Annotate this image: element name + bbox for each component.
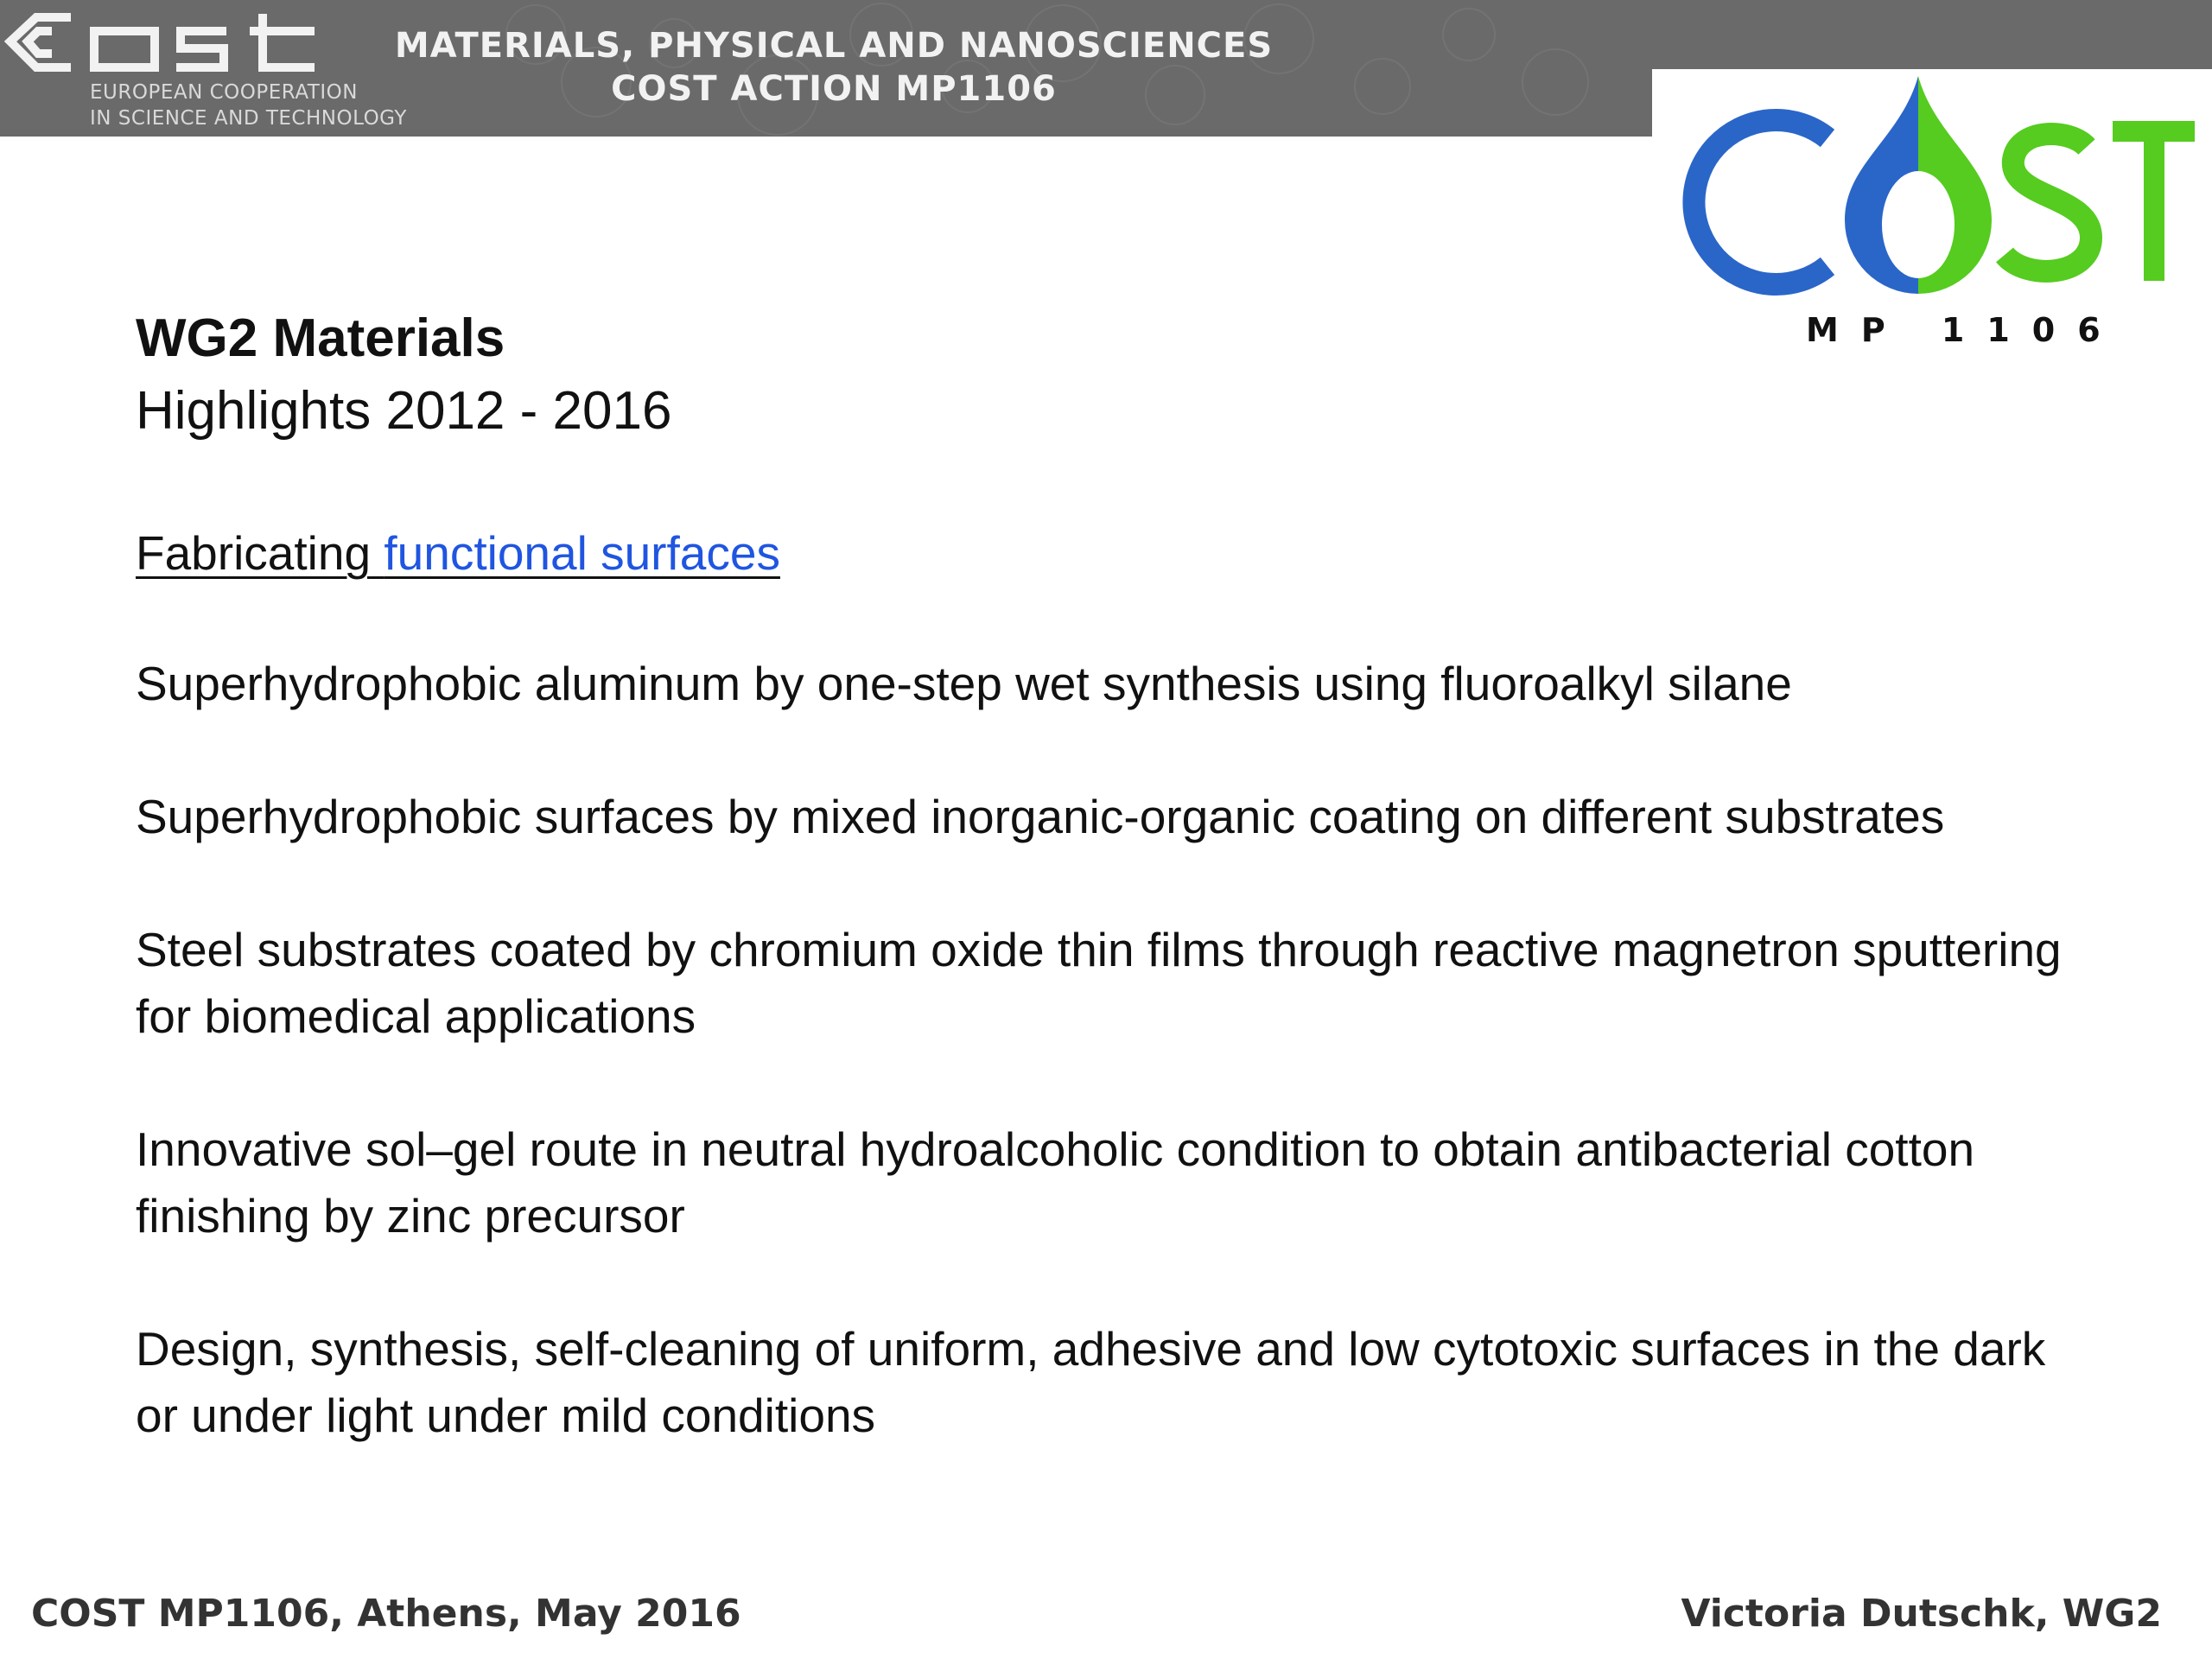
highlight-item-3: Steel substrates coated by chromium oxide thin films through reactive magnetron sputtering for biomedical applications xyxy=(136,923,2062,1043)
header-title-line-1: MATERIALS, PHYSICAL AND NANOSCIENCES xyxy=(394,26,1274,66)
highlight-item-5: Design, synthesis, self-cleaning of uniform, adhesive and low cytotoxic surfaces in the dark or under light under mild conditions xyxy=(136,1322,2046,1442)
cost-logo-subtitle-line-2: IN SCIENCE AND TECHNOLOGY xyxy=(90,107,407,130)
cost-logo-subtitle xyxy=(90,79,407,131)
cost-logo xyxy=(3,5,332,83)
header-title xyxy=(389,24,1279,111)
cost-logo-subtitle-line-1: EUROPEAN COOPERATION xyxy=(90,81,358,104)
header-band-right-strip xyxy=(1652,0,2212,69)
footer-event: COST MP1106, Athens, May 2016 xyxy=(31,1592,741,1636)
section-heading-lead: Fabricating xyxy=(136,526,385,580)
highlight-item-1: Superhydrophobic aluminum by one-step wet synthesis using fluoroalkyl silane xyxy=(136,657,1792,710)
slide-title: WG2 Materials xyxy=(136,308,505,368)
highlight-item-4: Innovative sol–gel route in neutral hydroalcoholic condition to obtain antibacterial cotton finishing by zinc precursor xyxy=(136,1122,1975,1243)
highlight-item-2: Superhydrophobic surfaces by mixed inorganic-organic coating on different substrates xyxy=(136,790,1945,843)
header-band xyxy=(0,0,1652,137)
footer-author: Victoria Dutschk, WG2 xyxy=(1681,1592,2162,1636)
functional-surfaces-link[interactable]: functional surfaces xyxy=(384,526,780,580)
slide-content xyxy=(136,302,2071,1449)
section-heading xyxy=(136,520,2071,587)
cost-mp1106-logo-code: MP 1106 xyxy=(1806,311,2123,349)
slide-subtitle: Highlights 2012 - 2016 xyxy=(136,381,672,441)
header-title-line-2: COST ACTION MP1106 xyxy=(611,69,1057,109)
